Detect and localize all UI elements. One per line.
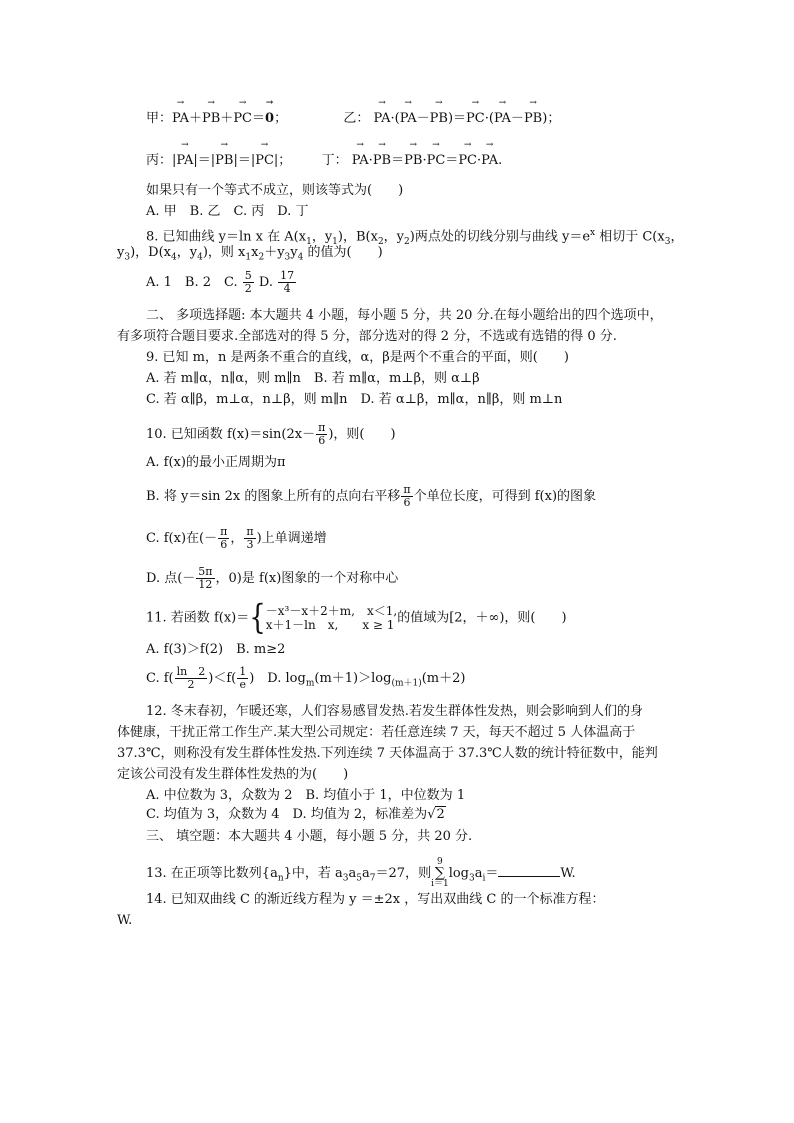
- q10-b-text: B. 将 y＝sin 2x 的图象上所有的点向右平移: [146, 489, 401, 504]
- case-1: －x³－x＋2＋m, x＜1,: [265, 604, 398, 618]
- vector-pb: → PB: [404, 152, 422, 170]
- label-bing: 丙：: [146, 153, 173, 168]
- q12-cd-text: C. 均值为 3，众数为 4 D. 均值为 2，标准差为: [146, 807, 428, 822]
- q13-text: a: [474, 866, 483, 881]
- denominator: 6: [403, 496, 411, 509]
- vector-pa: → PA: [172, 110, 189, 128]
- vector-pb: → PB: [215, 152, 233, 170]
- q9-options-ab: A. 若 m∥α，n∥α，则 m∥n B. 若 m∥α，m⊥β，则 α⊥β: [146, 371, 480, 386]
- numerator: π: [246, 525, 254, 538]
- vector-pb: → PB: [373, 152, 391, 170]
- q9-stem: 9. 已知 m，n 是两条不重合的直线，α，β是两个不重合的平面，则( ): [146, 350, 569, 365]
- q12-line1: 12. 冬末春初，乍暖还寒，人们容易感冒发热.若发生群体性发热，则会影响到人们的身: [146, 704, 643, 719]
- q8-text: y: [117, 245, 125, 260]
- q11-text: 的值域为[2，＋∞)，则( ): [397, 610, 567, 626]
- vector-pa: → PA: [176, 152, 193, 170]
- q13: 13. 在正项等比数列$\{a_n\}$中，若 $a_3a_5a_7=27$，则 9 ∑ i＝1 $\log_3a_i= W$.: [146, 857, 576, 889]
- q13-text: ＝27，则: [375, 866, 432, 881]
- numerator: 5: [244, 269, 252, 282]
- numerator: π: [403, 483, 411, 496]
- q8-line2: $y_3$)，$D(x_4$，$y_4$)，则 $x_1x_2+y_3y_4$ 的值为( ): [117, 245, 383, 263]
- q10-option-d: [146, 566, 398, 591]
- condition-jia-yi: 甲：→ PA＋→ PB＋→ PC＝→ 0； 乙： → PA·(→ PA－→ PB)＝→ PC·(→ PA－→ PB)；: [146, 110, 560, 128]
- fraction-ln2-over-2: [175, 666, 208, 691]
- fraction-five-halves: [243, 270, 254, 295]
- numerator: π: [220, 525, 228, 538]
- option-d-label: D.: [258, 275, 274, 290]
- numerator: ln 2: [176, 665, 206, 678]
- vector-pc: → PC: [233, 110, 252, 128]
- denominator: 12: [198, 578, 213, 591]
- q11-d-text: (m＋1)＞log: [314, 671, 392, 686]
- summation-symbol: 9 ∑ i＝1: [431, 857, 449, 889]
- q11-d-text: (m＋2): [421, 671, 466, 686]
- q10-c-text: C. f(x)在(－: [146, 531, 218, 546]
- q14-line2: W.: [117, 913, 133, 928]
- q10-stem: [146, 422, 396, 447]
- vector-pa: → PA: [494, 110, 511, 128]
- q12-options-ab: A. 中位数为 3，众数为 2 B. 均值小于 1，中位数为 1: [146, 788, 466, 803]
- vector-pb: → PB: [430, 110, 448, 128]
- q13-text: }中，若 a: [283, 866, 343, 881]
- q10-option-a: A. f(x)的最小正周期为π: [146, 455, 286, 470]
- denominator: 3: [246, 538, 254, 551]
- case-2: x＋1－ln x, x ≥ 1: [265, 618, 395, 632]
- q11-options-cd: C. f( $\frac{\ln 2}{2}$ )＜f( $\frac{1}{e}$ ) D. $\log_m(m+1)>\log_{(m+1)}(m+2)$: [146, 665, 466, 691]
- q10-option-b: [146, 484, 596, 509]
- q11-d-text: ) D. log: [249, 671, 306, 686]
- q10-d-text: D. 点(－: [146, 571, 196, 586]
- fraction-one-over-e: [237, 666, 248, 691]
- q7-stem: 如果只有一个等式不成立，则该等式为( ): [146, 183, 404, 198]
- fraction-five-pi-twelve: [196, 566, 214, 591]
- vector-pc: → PC: [466, 110, 485, 128]
- denominator: 6: [220, 538, 228, 551]
- q11-text: 11. 若函数 f(x)＝: [146, 610, 250, 626]
- q13-text: W.: [560, 866, 576, 881]
- numerator: 17: [280, 269, 295, 282]
- piecewise-cases: [266, 604, 397, 632]
- q10-d-text: ，0)是 f(x)图象的一个对称中心: [215, 571, 399, 586]
- fraction-pi-six: [218, 526, 229, 551]
- answer-blank[interactable]: [498, 864, 560, 877]
- q10-option-c: C. f(x)在(－ $\frac{\pi}{6}$ ， $\frac{\pi}{3}$ )上单调递增: [146, 525, 327, 551]
- vector-pc: → PC: [255, 152, 274, 170]
- vector-pa: → PA: [400, 110, 417, 128]
- q10-b-text: 个单位长度，可得到 f(x)的图象: [413, 489, 597, 504]
- vector-pa: → PA: [374, 110, 391, 128]
- vector-pc: → PC: [427, 152, 446, 170]
- vector-zero: → 0: [265, 110, 274, 128]
- q10-text: 10. 已知函数 f(x)＝sin(2x－: [146, 427, 316, 442]
- q13-text: 13. 在正项等比数列{a: [146, 866, 278, 881]
- q14-line1: 14. 已知双曲线 C 的渐近线方程为 y ＝±2x ，写出双曲线 C 的一个标准方程：: [146, 892, 605, 907]
- q12-line3: 37.3℃，则称没有发生群体性发热.下列连续 7 天体温高于 37.3℃人数的统计特征数中，能判: [117, 746, 658, 761]
- q13-text: ＝: [485, 866, 499, 881]
- q10-text: )，则( ): [328, 427, 396, 442]
- label-jia: 甲：: [146, 111, 173, 126]
- label-ding: 丁：: [321, 153, 348, 168]
- denominator: 6: [318, 434, 326, 447]
- denominator: 4: [283, 282, 291, 295]
- q7-options: A. 甲 B. 乙 C. 丙 D. 丁: [146, 204, 309, 219]
- q12-options-cd: [146, 806, 446, 824]
- vector-pb: → PB: [524, 110, 542, 128]
- condition-bing-ding: 丙：|→ PA|＝|→ PB|＝|→ PC|； 丁： → PA·→ PB＝→ PB·→ PC＝→ PC·→ PA.: [146, 152, 502, 170]
- numerator: π: [318, 421, 326, 434]
- q9-options-cd: C. 若 α∥β，m⊥α，n⊥β，则 m∥n D. 若 α⊥β，m∥α，n∥β，则 m⊥n: [146, 392, 563, 407]
- q8-line1: 8. 已知曲线 y＝ln x 在 $A(x_1$，$y_1$)，$B(x_2$，$y_2$)两点处的切线分别与曲线 $y=e^x$ 相切于 $C(x_3$，: [146, 228, 684, 247]
- vector-pa: → PA: [352, 152, 369, 170]
- q11-c-text: C. f(: [146, 671, 174, 686]
- q11-options-ab: A. f(3)＞f(2) B. m≥2: [146, 642, 286, 657]
- vector-pb: → PB: [202, 110, 220, 128]
- label-yi: 乙：: [343, 111, 370, 126]
- piecewise-brace: {: [249, 598, 266, 638]
- q11-stem: [146, 598, 567, 638]
- q12-line4: 定该公司没有发生群体性发热的为( ): [117, 767, 349, 782]
- vector-pc: → PC: [458, 152, 477, 170]
- fraction-pi-three: [244, 526, 255, 551]
- section-2-heading: 二、 多项选择题: 本大题共 4 小题，每小题 5 分，共 20 分.在每小题给出的四个选项中，: [146, 308, 663, 323]
- section-3-heading: 三、 填空题：本大题共 4 小题，每小题 5 分，共 20 分.: [146, 829, 473, 844]
- fraction-pi-six: [401, 484, 412, 509]
- sqrt-two: √2: [427, 807, 445, 822]
- q11-c-text: )＜f(: [208, 671, 237, 686]
- denominator: 2: [187, 678, 195, 691]
- section-2-heading-cont: 有多项符合题目要求.全部选对的得 5 分，部分选对的得 2 分，不选或有选错的得 0 分.: [117, 329, 617, 344]
- numerator: 1: [239, 665, 247, 678]
- numerator: 5π: [198, 565, 213, 578]
- denominator: 2: [244, 282, 252, 295]
- q8-options: [146, 270, 297, 295]
- denominator: e: [239, 678, 246, 691]
- vector-pa: → PA: [481, 152, 498, 170]
- fraction-pi-six: [316, 422, 327, 447]
- q12-line2: 体健康，干扰正常工作生产.某大型公司规定：若任意连续 7 天，每天不超过 5 人体温高于: [117, 725, 636, 740]
- q8-options-text: A. 1 B. 2 C.: [146, 275, 238, 290]
- q8-text: 8. 已知曲线 y＝ln x 在 A(x: [146, 229, 307, 245]
- fraction-seventeen-quarters: [278, 270, 296, 295]
- q10-c-text: )上单调递增: [256, 531, 327, 546]
- q13-text: log: [448, 866, 469, 881]
